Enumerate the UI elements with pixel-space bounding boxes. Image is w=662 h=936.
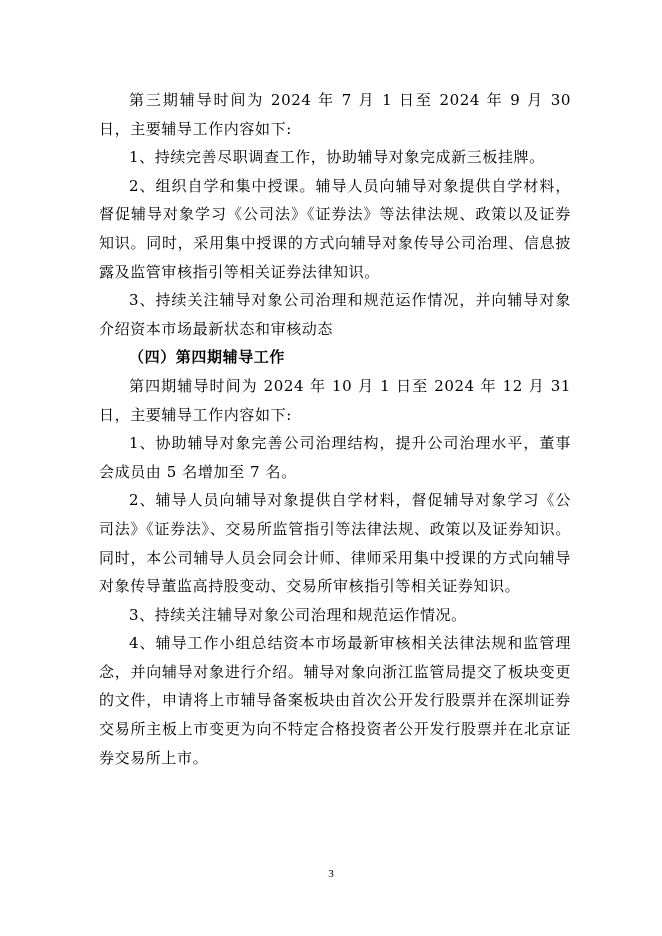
- paragraph-period3-intro: 第三期辅导时间为 2024 年 7 月 1 日至 2024 年 9 月 30 日，主要辅导工作内容如下:: [99, 91, 571, 138]
- paragraph-period4-item2: 2、辅导人员向辅导对象提供自学材料，督促辅导对象学习《公司法》《证券法》、交易所监管指引等法律法规、政策以及证券知识。同时，本公司辅导人员会同会计师、律师采用集中授课的方式向辅导对象传导董监高持股变动、交易所审核指引等相关证券知识。: [99, 491, 571, 596]
- paragraph-period4-item1: 1、协助辅导对象完善公司治理结构，提升公司治理水平，董事会成员由 5 名增加至 7 名。: [99, 434, 571, 481]
- paragraph-period4-item3: 3、持续关注辅导对象公司治理和规范运作情况。: [129, 605, 467, 624]
- paragraph-period4-intro: 第四期辅导时间为 2024 年 10 月 1 日至 2024 年 12 月 31 日，主要辅导工作内容如下:: [99, 376, 571, 424]
- paragraph-period4-item4: 4、辅导工作小组总结资本市场最新审核相关法律法规和监管理念，并向辅导对象进行介绍。辅导对象向浙江监管局提交了板块变更的文件，申请将上市辅导备案板块由首次公开发行股票并在深圳证券交易所主板上市变更为向不特定合格投资者公开发行股票并在北京证券交易所上市。: [99, 634, 571, 767]
- paragraph-period3-item2: 2、组织自学和集中授课。辅导人员向辅导对象提供自学材料，督促辅导对象学习《公司法》《证券法》等法律法规、政策以及证券知识。同时，采用集中授课的方式向辅导对象传导公司治理、信息披露及监管审核指引等相关证券法律知识。: [99, 176, 571, 281]
- document-body: [99, 86, 571, 772]
- paragraph-period3-item3: 3、持续关注辅导对象公司治理和规范运作情况，并向辅导对象介绍资本市场最新状态和审核动态: [99, 291, 571, 338]
- paragraph-period3-item1: 1、持续完善尽职调查工作，协助辅导对象完成新三板挂牌。: [129, 148, 545, 167]
- section-heading-period4: （四）第四期辅导工作: [129, 348, 286, 367]
- page-number: 3: [328, 868, 334, 880]
